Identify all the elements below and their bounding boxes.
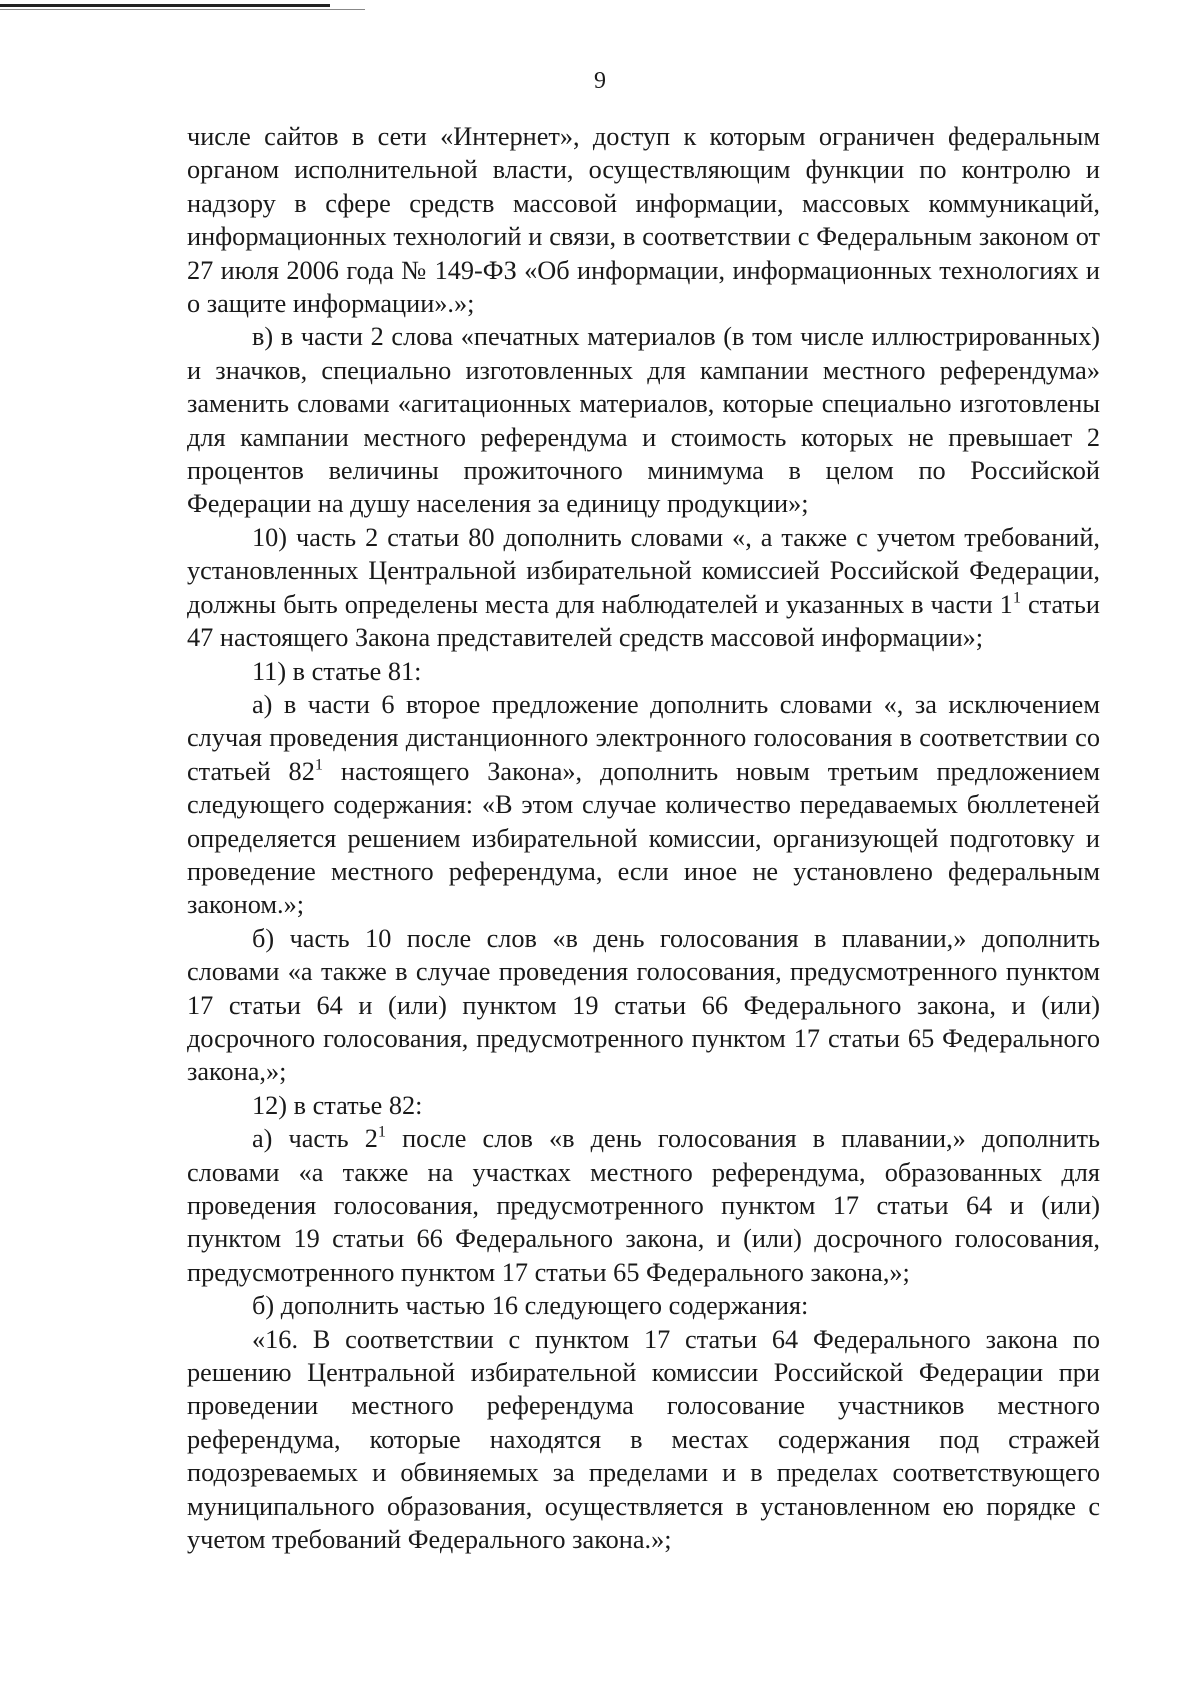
paragraph (187, 1289, 1100, 1322)
paragraph (187, 1323, 1100, 1557)
paragraph (187, 120, 1100, 320)
text-run: а) в части 6 второе предложение дополнить словами «, за исключением случая проведения дистанционного электронного голосования в соответствии со статьей 82 (187, 689, 1100, 786)
paragraph (187, 688, 1100, 922)
text-run: а) часть 2 (252, 1124, 378, 1154)
text-run: числе сайтов в сети «Интернет», доступ к которым ограничен федеральным органом исполнительной власти, осуществляющим функции по контролю и надзору в сфере средств массовой информации, массовых коммуникаций, информационных технологий и связи, в соответствии с Федеральным законом от 27 июля 2006 года № 149-ФЗ «Об информации, информационных технологиях и о защите информации».»; (187, 122, 1100, 319)
paragraph (187, 320, 1100, 520)
superscript: 1 (1012, 587, 1021, 607)
page-number: 9 (594, 68, 606, 94)
document-body (187, 120, 1100, 1556)
text-run: настоящего Закона», дополнить новым третьим предложением следующего содержания: «В этом случае количество передаваемых бюллетеней определяется решением избирательной комиссии, организующей подготовку и проведение местного референдума, если иное не установлено федеральным законом.»; (187, 756, 1100, 920)
text-run: статьи 47 настоящего Закона представителей средств массовой информации»; (187, 589, 1100, 653)
text-run: 12) в статье 82: (252, 1090, 423, 1120)
superscript: 1 (377, 1121, 386, 1141)
text-run: «16. В соответствии с пунктом 17 статьи 64 Федерального закона по решению Центральной избирательной комиссии Российской Федерации при проведении местного референдума голосование участников местного референдума, которые находятся в местах содержания под стражей подозреваемых и обвиняемых за пределами и в пределах соответствующего муниципального образования, осуществляется в установленном ею порядке с учетом требований Федерального закона.»; (187, 1324, 1100, 1555)
paragraph (187, 521, 1100, 655)
text-run: 11) в статье 81: (252, 656, 422, 686)
text-run: 10) часть 2 статьи 80 дополнить словами «, а также с учетом требований, установленных Центральной избирательной комиссией Российской Федерации, должны быть определены места для наблюдателей и указанных в части 1 (187, 522, 1100, 619)
top-edge-rule-thin (0, 9, 365, 10)
text-run: б) часть 10 после слов «в день голосования в плавании,» дополнить словами «а также в случае проведения голосования, предусмотренного пунктом 17 статьи 64 и (или) пунктом 19 статьи 66 Федерального закона, и (или) досрочного голосования, предусмотренного пунктом 17 статьи 65 Федерального закона,»; (187, 923, 1100, 1087)
text-run: в) в части 2 слова «печатных материалов (в том числе иллюстрированных) и значков, специально изготовленных для кампании местного референдума» заменить словами «агитационных материалов, которые специально изготовлены для кампании местного референдума и стоимость которых не превышает 2 процентов величины прожиточного минимума в целом по Российской Федерации на душу населения за единицу продукции»; (187, 322, 1100, 519)
paragraph (187, 922, 1100, 1089)
paragraph (187, 1122, 1100, 1289)
paragraph (187, 655, 1100, 688)
superscript: 1 (314, 754, 324, 774)
paragraph (187, 1089, 1100, 1122)
text-run: б) дополнить частью 16 следующего содержания: (252, 1291, 809, 1321)
text-run: после слов «в день голосования в плавании,» дополнить словами «а также на участках местного референдума, образованных для проведения голосования, предусмотренного пунктом 17 статьи 64 и (или) пунктом 19 статьи 66 Федерального закона, и (или) досрочного голосования, предусмотренного пунктом 17 статьи 65 Федерального закона,»; (187, 1124, 1101, 1287)
top-edge-rule (0, 4, 330, 7)
